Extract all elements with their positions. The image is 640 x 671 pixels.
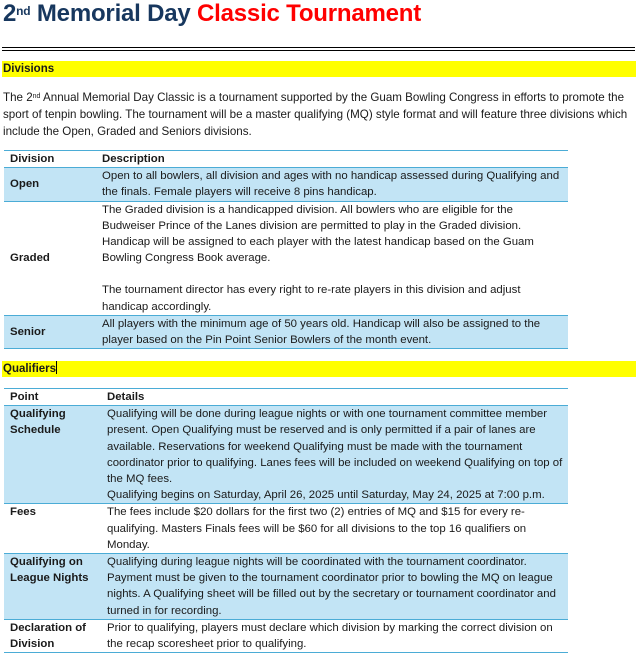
point-details: The fees include $20 dollars for the first two (2) entries of MQ and $15 for every re-qualifying. Masters Finals fees will be $60 for all divisions to the top 16 qualifiers on Monday. [101,504,568,554]
table-row-qualifying-league-nights [4,554,568,620]
column-header-description: Description [96,151,568,168]
point-details: Prior to qualifying, players must declare which division by marking the correct division on the recap scoresheet prior to qualifying. [101,619,568,652]
table-row-open [4,168,568,201]
title-double-rule [2,47,635,51]
table-row-qualifying-schedule [4,406,568,504]
division-name: Senior [4,315,96,348]
table-row-graded [4,201,568,315]
point-name: Fees [4,504,101,554]
table-row-fees [4,504,568,554]
column-header-details: Details [101,389,568,406]
title-ordinal: 2nd Memorial Day [3,0,198,27]
table-row-senior [4,315,568,348]
qualifiers-table [4,388,568,653]
column-header-point: Point [4,389,101,406]
table-header-row [4,389,568,406]
point-details: Qualifying during league nights will be coordinated with the tournament coordinator. Payment must be given to the tournament coordinator prior to bowling the MQ on league nights. A Qualifying sheet will be filled out by the secretary or tournament coordinator and turned in for recording. [101,554,568,620]
column-header-division: Division [4,151,96,168]
table-header-row [4,151,568,168]
point-name: Qualifying on League Nights [4,554,101,620]
section-heading-qualifiers[interactable]: Qualifiers [2,361,636,377]
text-cursor [56,361,57,374]
point-name: Qualifying Schedule [4,406,101,504]
table-row-declaration-of-division [4,619,568,652]
division-description: Open to all bowlers, all division and ages with no handicap assessed during Qualifying and the finals. Female players will receive 8 pins handicap. [96,168,568,201]
division-name: Graded [4,201,96,315]
intro-paragraph: The 2nd Annual Memorial Day Classic is a tournament supported by the Guam Bowling Congress in efforts to promote the sport of tenpin bowling. The tournament will be a master qualifying (MQ) style format and will feature three divisions which include the Open, Graded and Seniors divisions. [3,91,628,138]
division-description: The Graded division is a handicapped division. All bowlers who are eligible for the Budweiser Prince of the Lanes division are permitted to play in the Graded division. Handicap will be assigned to each player with the latest handicap based on the Guam Bowling Congress Book average. The tournament director has every right to re-rate players in this division and adjust handicap accordingly. [96,201,568,315]
section-heading-divisions: Divisions [2,61,636,77]
document-title [3,0,421,30]
division-name: Open [4,168,96,201]
title-highlight: Classic Tournament [197,0,422,27]
divisions-table [4,150,568,349]
division-description: All players with the minimum age of 50 years old. Handicap will also be assigned to the player based on the Pin Point Senior Bowlers of the month event. [96,315,568,348]
point-name: Declaration of Division [4,619,101,652]
point-details: Qualifying will be done during league nights or with one tournament committee member present. Open Qualifying must be reserved and is only permitted if a pair of lanes are available. Reservations for weekend Qualifying must be made with the tournament coordinator prior to qualifying. Lanes fees will be included on weekend Qualifying on top of the MQ fees. Qualifying begins on Saturday, April 26, 2025 until Saturday, May 24, 2025 at 7:00 p.m. [101,406,568,504]
